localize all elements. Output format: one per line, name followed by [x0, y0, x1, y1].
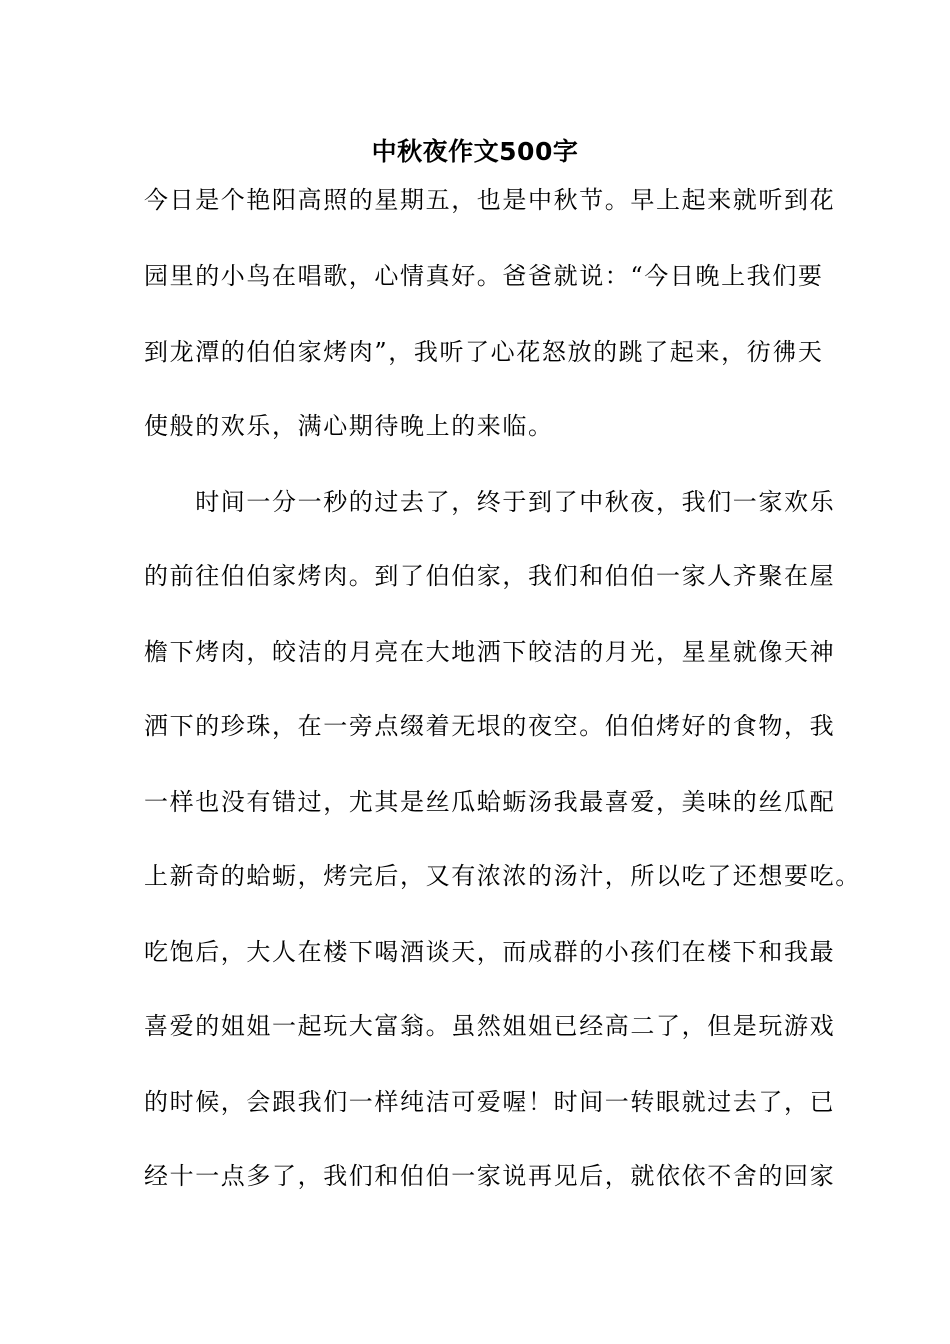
text-line: 一样也没有错过，尤其是丝瓜蛤蛎汤我最喜爱，美味的丝瓜配 [144, 788, 836, 816]
text-line: 经十一点多了，我们和伯伯一家说再见后，就依依不舍的回家 [144, 1162, 836, 1190]
text-line: 吃饱后，大人在楼下喝酒谈天，而成群的小孩们在楼下和我最 [144, 938, 836, 966]
text-line: 时间一分一秒的过去了，终于到了中秋夜，我们一家欢乐 [144, 488, 836, 516]
text-line: 使般的欢乐，满心期待晚上的来临。 [144, 412, 554, 440]
document-title: 中秋夜作文500字 [371, 137, 579, 166]
text-line: 洒下的珍珠，在一旁点缀着无垠的夜空。伯伯烤好的食物，我 [144, 712, 836, 740]
text-line: 檐下烤肉，皎洁的月亮在大地洒下皎洁的月光，星星就像天神 [144, 638, 836, 666]
text-line: 的前往伯伯家烤肉。到了伯伯家，我们和伯伯一家人齐聚在屋 [144, 562, 836, 590]
text-line: 上新奇的蛤蛎，烤完后，又有浓浓的汤汁，所以吃了还想要吃。 [144, 862, 861, 890]
text-line: 园里的小鸟在唱歌，心情真好。爸爸就说：“今日晚上我们要 [144, 262, 824, 290]
text-line: 的时候，会跟我们一样纯洁可爱喔！时间一转眼就过去了，已 [144, 1088, 836, 1116]
text-line: 到龙潭的伯伯家烤肉”，我听了心花怒放的跳了起来，彷彿天 [144, 338, 824, 366]
text-line: 今日是个艳阳高照的星期五，也是中秋节。早上起来就听到花 [144, 186, 836, 214]
text-line: 喜爱的姐姐一起玩大富翁。虽然姐姐已经高二了，但是玩游戏 [144, 1012, 836, 1040]
